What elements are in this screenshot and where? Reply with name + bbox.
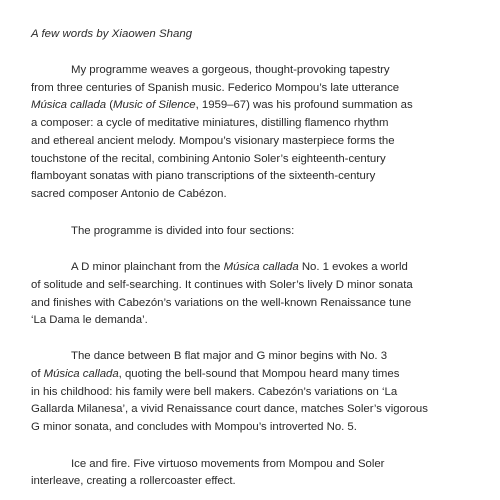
- text-segment: ‘La Dama le demanda’.: [31, 314, 148, 327]
- text-line: [31, 384, 480, 402]
- paragraph-section-three: [31, 456, 480, 491]
- text-segment: in his childhood: his family were bell makers. Cabezón’s variations on ‘La: [31, 385, 398, 398]
- text-line: [31, 259, 480, 277]
- text-segment: Ice and fire. Five virtuoso movements from Mompou and Soler: [71, 457, 385, 470]
- paragraph-sections-intro: [31, 223, 480, 241]
- text-segment: and finishes with Cabezón’s variations on the well-known Renaissance tune: [31, 296, 412, 309]
- text-segment: The dance between B flat major and G minor begins with No. 3: [71, 350, 388, 363]
- text-line: [31, 473, 480, 491]
- text-line: [31, 115, 480, 133]
- text-segment: touchstone of the recital, combining Antonio Soler’s eighteenth-century: [31, 152, 386, 165]
- text-line: [31, 223, 480, 241]
- paragraph-intro: [31, 62, 480, 204]
- text-segment: G minor sonata, and concludes with Mompou’s introverted No. 5.: [31, 420, 357, 433]
- text-line: [31, 151, 480, 169]
- text-line: [31, 401, 480, 419]
- text-line: [31, 168, 480, 186]
- text-line: [31, 312, 480, 330]
- text-line: [31, 456, 480, 474]
- text-line: [31, 348, 480, 366]
- text-segment: interleave, creating a rollercoaster effect.: [31, 475, 236, 488]
- byline-heading: A few words by Xiaowen Shang: [31, 28, 193, 40]
- text-line: [31, 80, 480, 98]
- text-segment: a composer: a cycle of meditative miniatures, distilling flamenco rhythm: [31, 117, 389, 130]
- work-title-italic: Music of Silence: [112, 99, 196, 112]
- text-segment: and ethereal ancient melody. Mompou’s visionary masterpiece forms the: [31, 134, 395, 147]
- text-segment: , quoting the bell-sound that Mompou heard many times: [118, 367, 400, 380]
- text-line: [31, 186, 480, 204]
- text-line: [31, 366, 480, 384]
- text-segment: A D minor plainchant from the: [71, 261, 224, 274]
- text-line: [31, 133, 480, 151]
- text-segment: from three centuries of Spanish music. Federico Mompou’s late utterance: [31, 81, 400, 94]
- text-line: [31, 295, 480, 313]
- text-segment: flamboyant sonatas with piano transcriptions of the sixteenth-century: [31, 170, 376, 183]
- text-segment: sacred composer Antonio de Cabézon.: [31, 187, 227, 200]
- text-segment: of: [31, 367, 44, 380]
- text-line: [31, 419, 480, 437]
- work-title-italic: Música callada: [31, 99, 107, 112]
- text-segment: (: [106, 99, 113, 112]
- text-segment: My programme weaves a gorgeous, thought-provoking tapestry: [71, 64, 390, 76]
- text-segment: The programme is divided into four sections:: [71, 224, 295, 237]
- work-title-italic: Música callada: [43, 367, 119, 380]
- paragraph-section-two: [31, 348, 480, 437]
- paragraph-section-one: [31, 259, 480, 330]
- work-title-italic: Música callada: [223, 261, 299, 274]
- text-line: [31, 277, 480, 295]
- text-segment: No. 1 evokes a world: [298, 261, 408, 274]
- text-segment: of solitude and self-searching. It continues with Soler’s lively D minor sonata: [31, 279, 413, 292]
- text-line: [31, 62, 480, 80]
- text-segment: Gallarda Milanesa’, a vivid Renaissance court dance, matches Soler’s vigorous: [31, 403, 428, 416]
- text-segment: , 1959–67) was his profound summation as: [195, 99, 413, 112]
- text-line: [31, 97, 480, 115]
